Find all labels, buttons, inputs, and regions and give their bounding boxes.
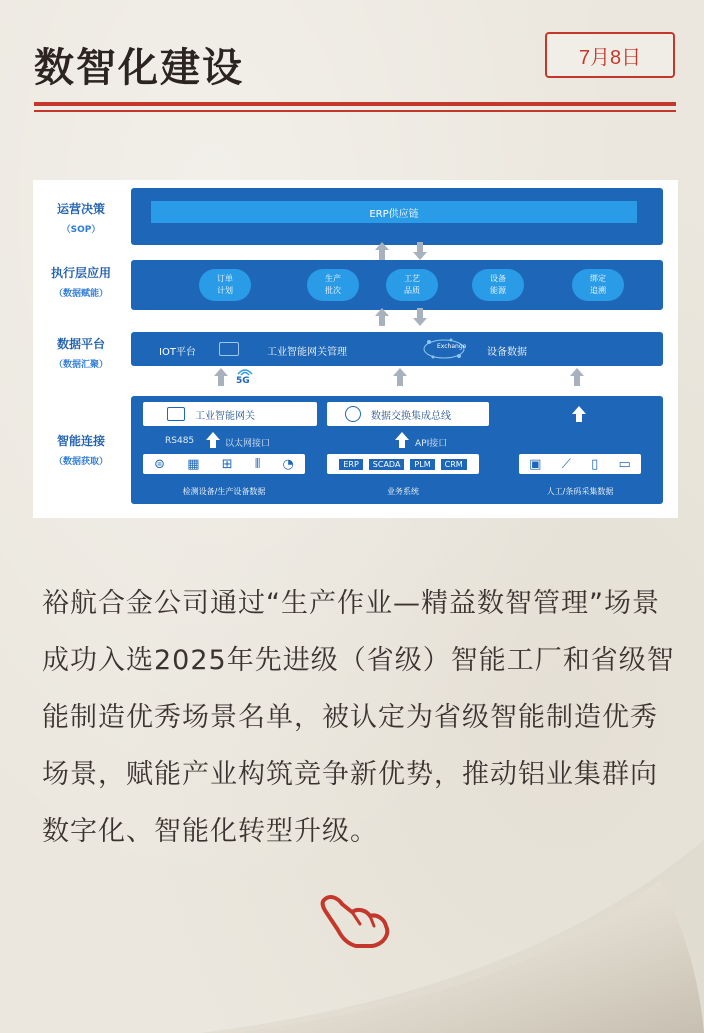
router-icon	[219, 342, 239, 356]
crane-icon: ⊞	[221, 456, 233, 472]
level-label-platform: 数据平台 （数据汇聚）	[53, 337, 108, 370]
level-label-sop: 运营决策 （SOP）	[56, 202, 105, 235]
iot-platform-label: IOT平台	[159, 347, 196, 358]
rs485-label: RS485	[165, 436, 195, 446]
gateway-box: 工业智能网关	[143, 402, 317, 426]
arrow-up-icon	[397, 432, 407, 448]
device-icon-strip	[143, 454, 305, 474]
gateway-device-icon	[167, 407, 185, 421]
scanner-icon: ⟋	[561, 456, 571, 472]
arrow-up-icon	[216, 368, 226, 386]
level-label-execution: 执行层应用 （数据赋能）	[50, 266, 111, 299]
connect-band	[131, 396, 663, 504]
app-equipment-energy: 设备 能源	[472, 269, 524, 301]
app-binding-trace: 绑定 追溯	[572, 269, 624, 301]
level-label-connect: 智能连接 （数据获取）	[53, 434, 108, 467]
tablet-icon: ▯	[591, 456, 599, 472]
device-data-label: 设备数据	[487, 347, 527, 358]
monitor-icon: ▭	[618, 456, 631, 472]
arrow-down-icon	[415, 242, 425, 260]
system-crm: CRM	[440, 458, 468, 471]
sop-band	[131, 188, 663, 245]
arrow-up-icon	[395, 368, 405, 386]
app-process-quality: 工艺 品质	[386, 269, 438, 301]
business-systems-strip	[327, 454, 479, 474]
fiveg-icon: 5G	[236, 366, 254, 386]
system-scada: SCADA	[368, 458, 406, 471]
app-order-plan: 订单 计划	[199, 269, 251, 301]
arrow-up-icon	[208, 432, 218, 448]
system-erp: ERP	[338, 458, 363, 471]
factory-icon: ⫴	[254, 456, 261, 472]
caption-device-data: 检测设备/生产设备数据	[182, 487, 266, 496]
caption-manual-data: 人工/条码采集数据	[546, 487, 614, 496]
article-paragraph: 裕航合金公司通过“生产作业—精益数智管理”场景成功入选2025年先进级（省级）智能工厂和省级智能制造优秀场景名单，被认定为省级智能制造优秀场景，赋能产业构筑竞争新优势，推动铝业集群向数字化、智能化转型升级。	[42, 588, 675, 847]
api-label: API接口	[415, 439, 448, 449]
arrow-down-icon	[415, 308, 425, 326]
qr-code-icon: ▣	[529, 456, 542, 472]
architecture-diagram	[33, 180, 678, 518]
exchange-icon: Exchange	[421, 336, 467, 362]
app-production-batch: 生产 批次	[307, 269, 359, 301]
pointing-hand-icon	[318, 890, 394, 950]
page-title: 数智化建设	[34, 44, 244, 91]
header-rule-thin	[34, 110, 676, 112]
arrow-up-icon	[572, 368, 582, 386]
erp-supply-chain-bar: ERP供应链	[151, 201, 637, 223]
integration-bus-box: 数据交换集成总线	[327, 402, 489, 426]
platform-band	[131, 332, 663, 366]
gauge-icon: ◔	[282, 456, 294, 472]
meter-icon: ⊜	[154, 456, 165, 472]
caption-business-systems: 业务系统	[387, 487, 419, 496]
arrow-up-icon	[574, 406, 584, 422]
bus-gear-icon	[345, 406, 361, 422]
date-badge: 7月8日	[545, 32, 675, 78]
system-plm: PLM	[409, 458, 435, 471]
gateway-management-label: 工业智能网关管理	[267, 347, 347, 358]
machine-icon: ▦	[187, 456, 200, 472]
execution-band	[131, 260, 663, 310]
arrow-up-icon	[377, 308, 387, 326]
header-rule-thick	[34, 102, 676, 106]
manual-input-strip	[519, 454, 641, 474]
ethernet-label: 以太网接口	[225, 439, 271, 449]
arrow-up-icon	[377, 242, 387, 260]
